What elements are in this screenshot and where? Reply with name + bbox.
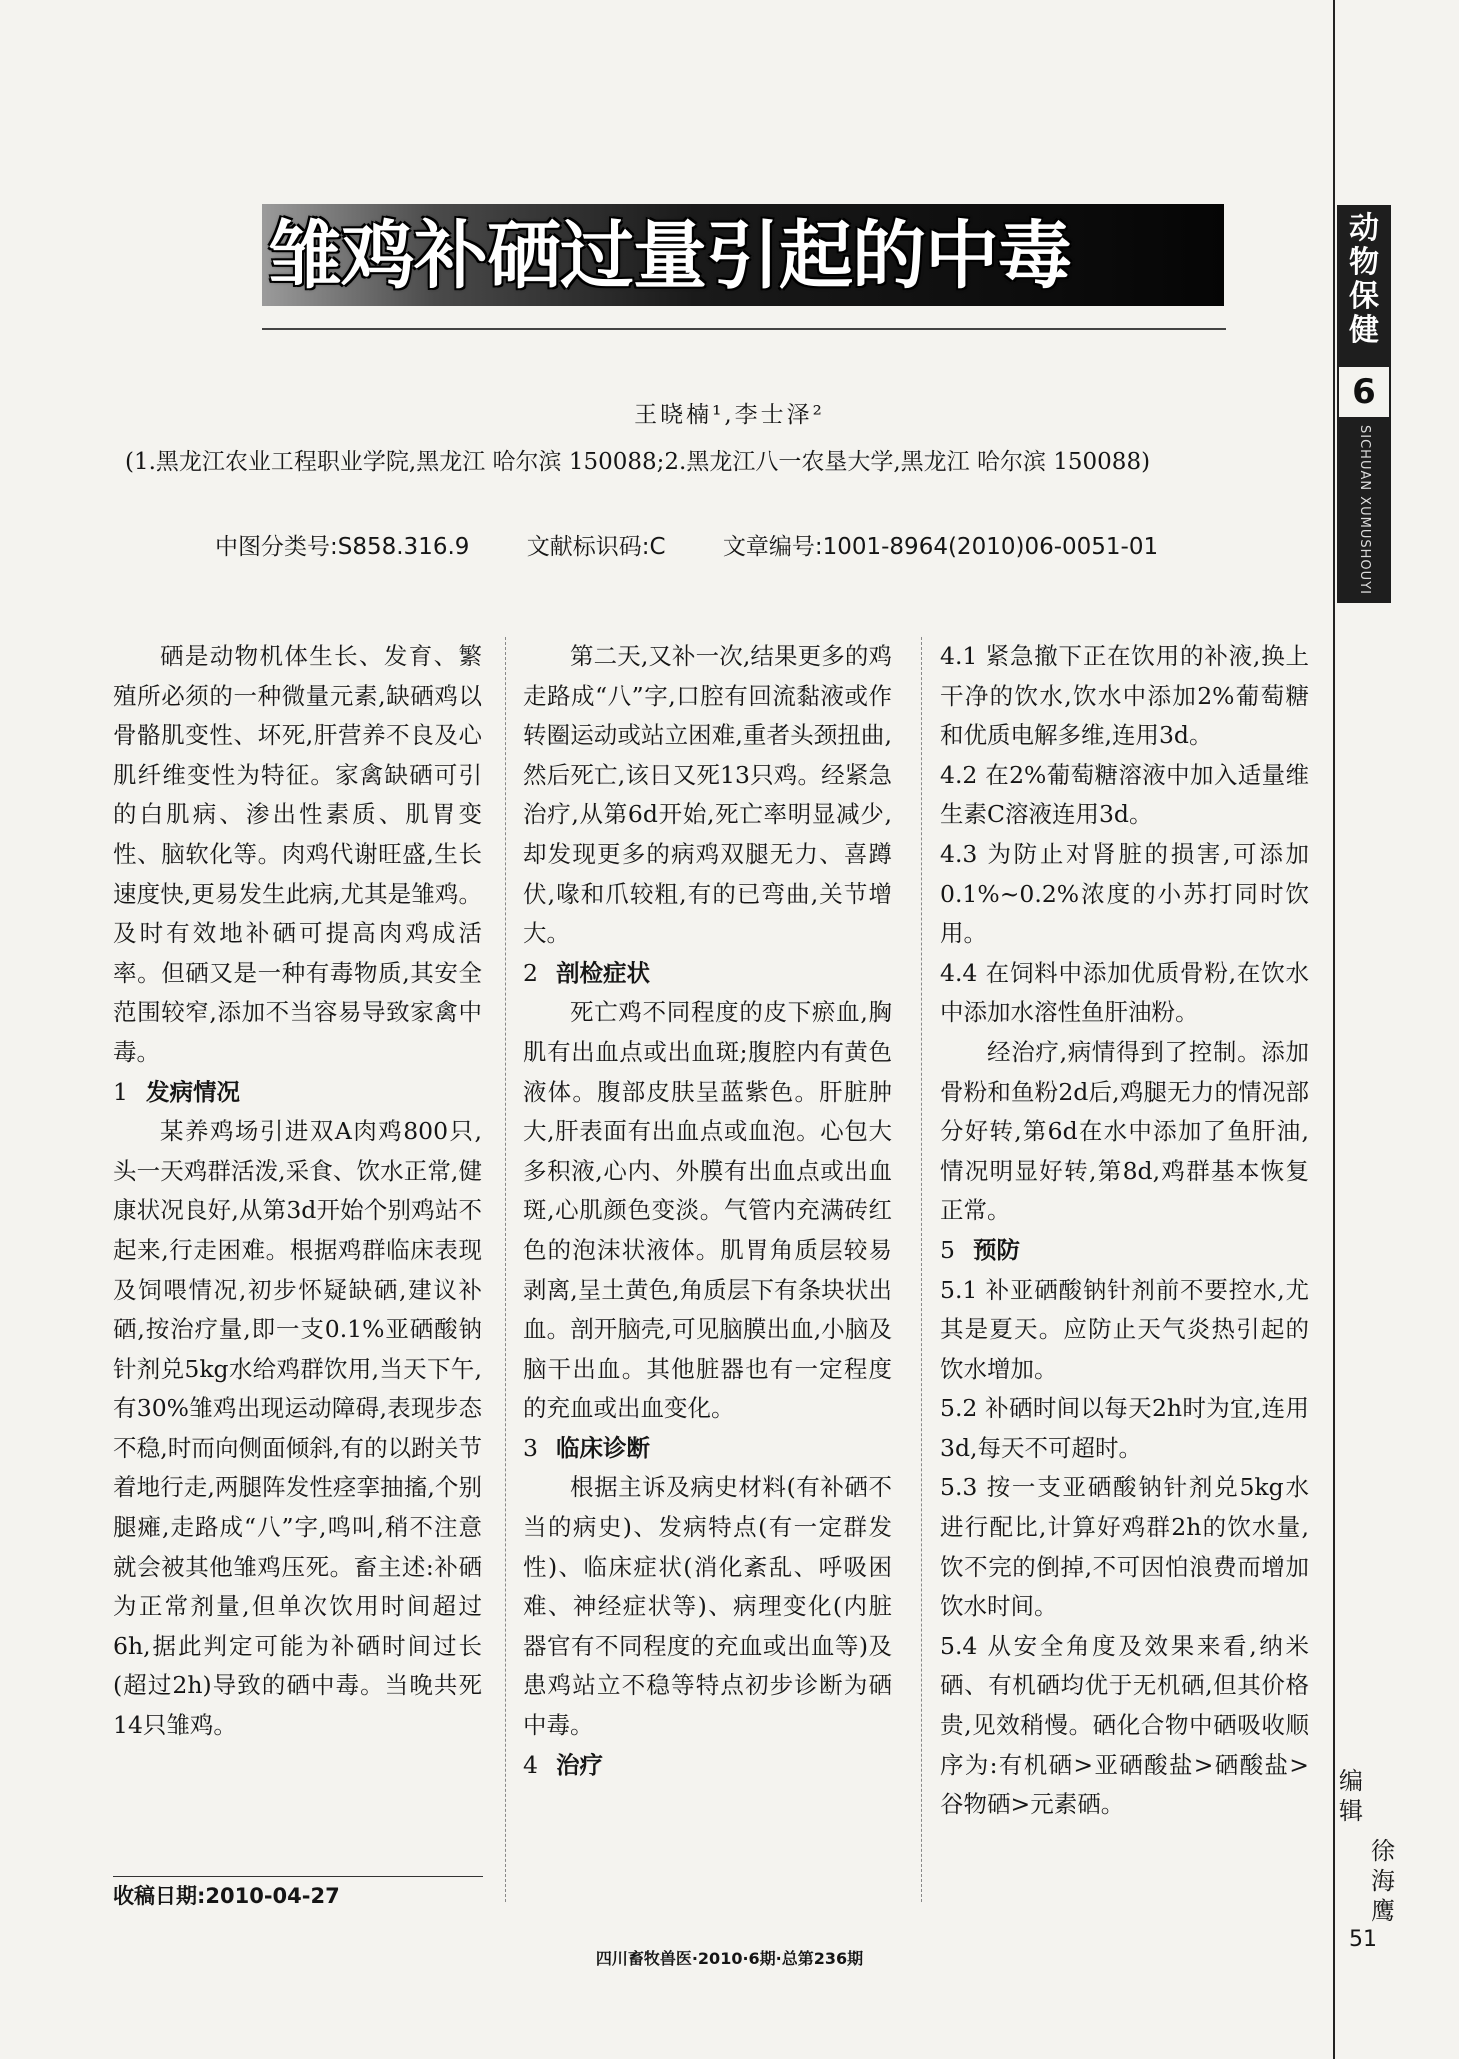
section-label: 动物保健: [1349, 211, 1379, 348]
body-paragraph: 根据主诉及病史材料(有补硒不当的病史)、发病特点(有一定群发性)、临床症状(消化紊乱、呼吸困难、神经症状等)、病理变化(内脏器官有不同程度的充血或出血等)及患鸡站立不稳等特点初步诊断为硒中毒。: [523, 1473, 892, 1740]
received-date: 收稿日期:2010-04-27: [113, 1884, 340, 1908]
treatment-item: 4.4 在饲料中添加优质骨粉,在饮水中添加水溶性鱼肝油粉。: [940, 958, 1309, 1027]
treatment-item: 4.1 紧急撤下正在饮用的补液,换上干净的饮水,饮水中添加2%葡萄糖和优质电解多维,连用3d。: [940, 642, 1309, 750]
section-heading: 1 发病情况: [113, 1077, 240, 1106]
intro-paragraph: 硒是动物机体生长、发育、繁殖所必须的一种微量元素,缺硒鸡以骨骼肌变性、坏死,肝营养不良及心肌纤维变性为特征。家禽缺硒可引的白肌病、渗出性素质、肌胃变性、脑软化等。肉鸡代谢旺盛,生长速度快,更易发生此病,尤其是雏鸡。及时有效地补硒可提高肉鸡成活率。但硒又是一种有毒物质,其安全范围较窄,添加不当容易导致家禽中毒。: [113, 642, 482, 1066]
article-title: 雏鸡补硒过量引起的中毒: [268, 213, 1071, 299]
clc-number: 中图分类号:S858.316.9: [215, 534, 470, 560]
journal-name-vertical: SICHUAN XUMUSHOUYI: [1357, 425, 1372, 595]
column-divider: [505, 637, 506, 1902]
column-divider: [921, 637, 922, 1902]
prevention-item: 5.2 补硒时间以每天2h时为宜,连用3d,每天不可超时。: [940, 1394, 1309, 1462]
section-heading: 2 剖检症状: [523, 958, 650, 987]
affiliation: (1.黑龙江农业工程职业学院,黑龙江 哈尔滨 150088;2.黑龙江八一农垦大学,黑龙江 哈尔滨 150088): [125, 449, 1151, 475]
prevention-item: 5.1 补亚硒酸钠针剂前不要控水,尤其是夏天。应防止天气炎热引起的饮水增加。: [940, 1275, 1309, 1383]
page-edge-line: [1333, 0, 1335, 2059]
body-paragraph: 某养鸡场引进双A肉鸡800只,头一天鸡群活泼,采食、饮水正常,健康状况良好,从第3d开始个别鸡站不起来,行走困难。根据鸡群临床表现及饲喂情况,初步怀疑缺硒,建议补硒,按治疗量,即一支0.1%亚硒酸钠针剂兑5kg水给鸡群饮用,当天下午,有30%雏鸡出现运动障碍,表现步态不稳,时而向侧面倾斜,有的以跗关节着地行走,两腿阵发性痉挛抽搐,个别腿瘫,走路成“八”字,鸣叫,稍不注意就会被其他雏鸡压死。畜主述:补硒为正常剂量,但单次饮用时间超过6h,据此判定可能为补硒时间过长(超过2h)导致的硒中毒。当晚共死14只雏鸡。: [113, 1117, 482, 1740]
section-heading: 3 临床诊断: [523, 1433, 650, 1462]
body-paragraph: 经治疗,病情得到了控制。添加骨粉和鱼粉2d后,鸡腿无力的情况部分好转,第6d在水中添加了鱼肝油,情况明显好转,第8d,鸡群基本恢复正常。: [940, 1037, 1309, 1225]
page-number: 51: [1349, 1927, 1377, 1952]
body-paragraph: 死亡鸡不同程度的皮下瘀血,胸肌有出血点或出血斑;腹腔内有黄色液体。腹部皮肤呈蓝紫色。肝脏肿大,肝表面有出血点或血泡。心包大多积液,心内、外膜有出血点或出血斑,心肌颜色变淡。气管内充满砖红色的泡沫状液体。肌胃角质层较易剥离,呈土黄色,角质层下有条块状出血。剖开脑壳,可见脑膜出血,小脑及脑干出血。其他脏器也有一定程度的充血或出血变化。: [523, 998, 892, 1423]
treatment-item: 4.3 为防止对肾脏的损害,可添加0.1%~0.2%浓度的小苏打同时饮用。: [940, 839, 1309, 948]
article-number: 文章编号:1001-8964(2010)06-0051-01: [722, 534, 1159, 560]
article-meta: [215, 528, 1215, 561]
treatment-item: 4.2 在2%葡萄糖溶液中加入适量维生素C溶液连用3d。: [940, 760, 1309, 829]
editor-name: 徐海鹰: [1371, 1837, 1395, 1925]
title-rule: [262, 328, 1226, 330]
column-3: [940, 637, 1309, 1825]
column-1: [113, 637, 482, 1746]
journal-footer: 四川畜牧兽医·2010·6期·总第236期: [595, 1949, 864, 1968]
document-code: 文献标识码:C: [526, 534, 666, 560]
prevention-item: 5.4 从安全角度及效果来看,纳米硒、有机硒均优于无机硒,但其价格贵,见效稍慢。硒化合物中硒吸收顺序为:有机硒>亚硒酸盐>硒酸盐>谷物硒>元素硒。: [940, 1631, 1309, 1819]
prevention-item: 5.3 按一支亚硒酸钠针剂兑5kg水进行配比,计算好鸡群2h的饮水量,饮不完的倒掉,不可因怕浪费而增加饮水时间。: [940, 1473, 1309, 1621]
section-heading: 5 预防: [940, 1235, 1020, 1264]
authors: 王晓楠¹,李士泽²: [634, 402, 825, 428]
issue-number: 6: [1339, 367, 1389, 417]
editor-label: 编辑: [1339, 1767, 1363, 1825]
received-rule: [113, 1876, 483, 1877]
body-paragraph: 第二天,又补一次,结果更多的鸡走路成“八”字,口腔有回流黏液或作转圈运动或站立困难,重者头颈扭曲,然后死亡,该日又死13只鸡。经紧急治疗,从第6d开始,死亡率明显减少,却发现更多的病鸡双腿无力、喜蹲伏,喙和爪较粗,有的已弯曲,关节增大。: [523, 642, 892, 948]
section-heading: 4 治疗: [523, 1750, 603, 1779]
column-2: [523, 637, 892, 1785]
